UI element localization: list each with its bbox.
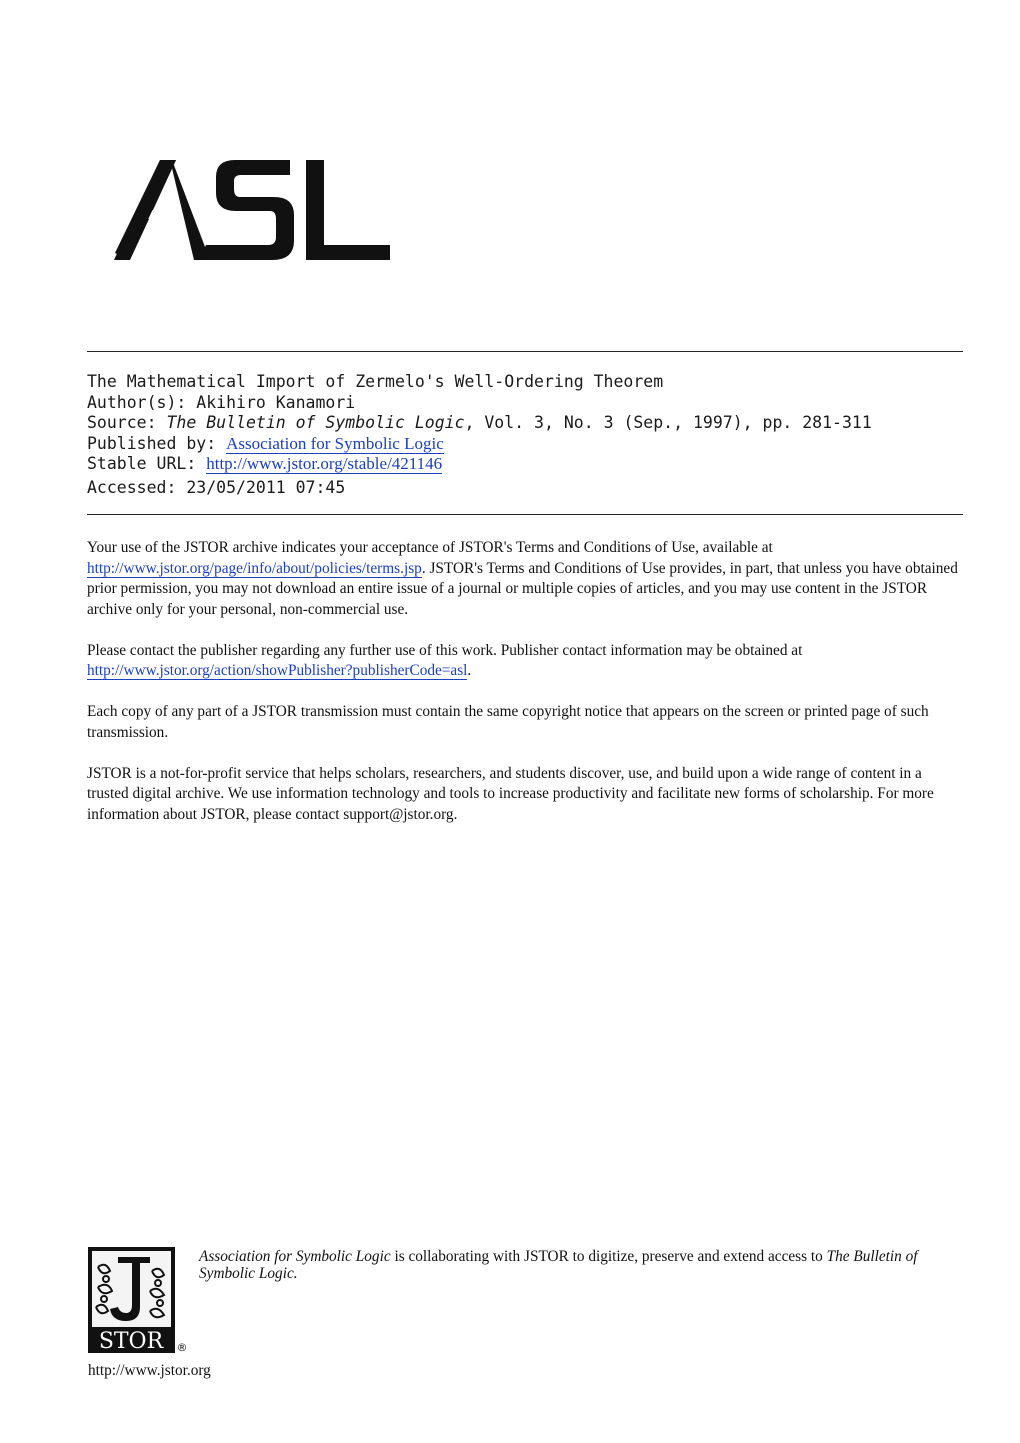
terms-paragraph-1 <box>87 538 967 620</box>
publisher-link[interactable]: Association for Symbolic Logic <box>226 433 444 453</box>
bottom-divider <box>87 514 963 515</box>
terms-text-2a: Please contact the publisher regarding any further use of this work. Publisher contact information may be obtained at <box>87 641 803 659</box>
jstor-logo <box>88 1247 188 1357</box>
collab-journal: The Bulletin of Symbolic Logic. <box>199 1248 918 1282</box>
accessed-label: Accessed: <box>87 477 177 497</box>
asl-logo <box>110 155 400 265</box>
jstor-url[interactable]: http://www.jstor.org <box>88 1362 211 1379</box>
accessed-date: 23/05/2011 07:45 <box>186 477 346 497</box>
journal-title: The Bulletin of Symbolic Logic <box>166 413 465 432</box>
source-details: , Vol. 3, No. 3 (Sep., 1997), pp. 281-311 <box>464 413 872 432</box>
author-label: Author(s): <box>87 392 187 412</box>
terms-link[interactable]: http://www.jstor.org/page/info/about/policies/terms.jsp <box>87 559 422 577</box>
stable-url-line <box>87 454 967 475</box>
jstor-logo-text: STOR <box>98 1329 164 1354</box>
terms-paragraph-3: Each copy of any part of a JSTOR transmission must contain the same copyright notice that appears on the screen or printed page of such transmission. <box>87 703 929 741</box>
collaboration-note <box>199 1248 959 1282</box>
source-line <box>87 413 967 434</box>
publisher-contact-link[interactable]: http://www.jstor.org/action/showPublisher?publisherCode=asl <box>87 662 468 679</box>
author-line <box>87 393 967 414</box>
collab-org: Association for Symbolic Logic <box>199 1248 391 1265</box>
publisher-line <box>87 434 967 455</box>
citation-block <box>87 372 967 498</box>
top-divider <box>87 351 963 352</box>
stable-url-link[interactable]: http://www.jstor.org/stable/421146 <box>206 454 443 473</box>
article-title: The Mathematical Import of Zermelo's Well-Ordering Theorem <box>87 372 664 391</box>
terms-paragraph-4: JSTOR is a not-for-profit service that helps scholars, researchers, and students discover, use, and build upon a wide range of content in a trusted digital archive. We use information technology and tools to increase productivity and facilitate new forms of scholarship. For more information about JSTOR, please contact support@jstor.org. <box>87 764 934 823</box>
terms-text-1b: . JSTOR's Terms and Conditions of Use provides, in part, that unless you have obtained prior permission, you may not download an entire issue of a journal or multiple copies of articles, and you may use content in the JSTOR archive only for your personal, non-commercial use. <box>87 559 958 618</box>
accessed-line <box>87 478 967 499</box>
stable-url-label: Stable URL: <box>87 454 197 473</box>
collab-text: is collaborating with JSTOR to digitize, preserve and extend access to <box>390 1248 827 1265</box>
terms-paragraph-2 <box>87 641 967 682</box>
terms-text-2b: . <box>467 662 472 679</box>
source-label: Source: <box>87 413 157 432</box>
terms-notice <box>87 538 967 846</box>
author-name: Akihiro Kanamori <box>196 392 356 412</box>
registered-mark: ® <box>176 1341 188 1354</box>
terms-text-1a: Your use of the JSTOR archive indicates your acceptance of JSTOR's Terms and Conditions of Use, available at <box>87 539 773 556</box>
publisher-label: Published by: <box>87 433 217 453</box>
